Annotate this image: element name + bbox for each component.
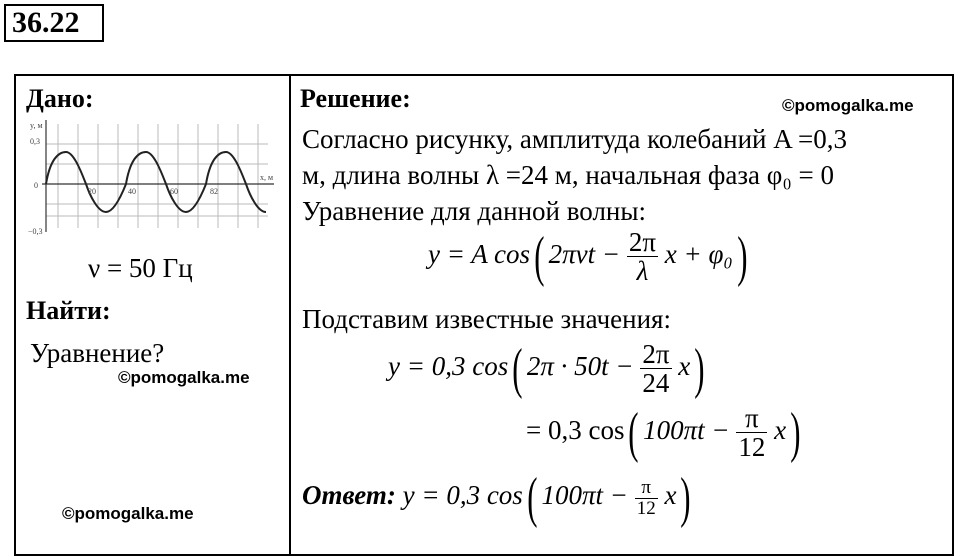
- eq2-left: y = 0,3 cos: [388, 351, 509, 382]
- eq2-tail: x: [678, 351, 691, 382]
- eq2-inner: 2π · 50t −: [526, 351, 634, 382]
- eq3-inner: 100πt −: [643, 415, 730, 446]
- eq2-den: 24: [642, 368, 670, 399]
- watermark: ©pomogalka.me: [62, 504, 194, 523]
- eq3-num: π: [736, 404, 767, 433]
- wave-curve: [46, 152, 266, 212]
- watermark: ©pomogalka.me: [118, 368, 250, 387]
- find-value: Уравнение?: [30, 338, 165, 368]
- eq1-inner: 2πνt −: [548, 239, 621, 270]
- answer-inner: 100πt −: [541, 480, 628, 511]
- graph-y-tick: −0,3: [28, 227, 43, 236]
- solution-line-1: Согласно рисунку, амплитуда колебаний A =0,3: [302, 124, 847, 154]
- eq2-num: 2π: [642, 339, 670, 369]
- problem-number: 36.22: [4, 4, 104, 42]
- eq3-left: = 0,3 cos: [526, 415, 625, 446]
- eq3-den: 12: [738, 432, 766, 463]
- solution-line-2: м, длина волны λ =24 м, начальная фаза φ₀ = 0: [302, 160, 834, 190]
- answer-den: 12: [636, 497, 656, 519]
- answer-line: Ответ: y = 0,3 cos( 100πt − $\frac{\pi}{12}$ x): [302, 467, 691, 529]
- graph-x-tick: 82: [210, 187, 218, 196]
- given-heading: Дано:: [26, 84, 94, 113]
- given-frequency: ν = 50 Гц: [88, 253, 193, 283]
- answer-tail: x: [664, 480, 677, 511]
- solution-heading: Решение:: [300, 84, 411, 113]
- answer-left: y = 0,3 cos: [402, 480, 523, 511]
- graph-x-tick: 40: [128, 187, 136, 196]
- eq1-tail: x + φ₀: [664, 239, 733, 270]
- graph-x-tick: 60: [170, 187, 178, 196]
- column-divider: [289, 74, 291, 556]
- solution-line-4: Подставим известные значения:: [302, 304, 671, 334]
- graph-x-label: x, м: [260, 173, 274, 182]
- eq3-tail: x: [774, 415, 787, 446]
- graph-y-tick: 0,3: [30, 137, 40, 146]
- eq1-den: λ: [636, 256, 649, 287]
- find-heading: Найти:: [26, 296, 111, 325]
- wave-equation-simplified: = 0,3 cos( 100πt − $\frac{\pi}{12}$ x): [526, 401, 801, 464]
- eq1-num: 2π: [628, 227, 656, 257]
- solution-line-3: Уравнение для данной волны:: [302, 196, 647, 226]
- answer-label: Ответ:: [302, 480, 396, 511]
- graph-y-tick: 0: [34, 181, 38, 190]
- answer-num: π: [635, 478, 658, 499]
- graph-x-tick: 20: [88, 187, 96, 196]
- wave-equation-general: y = A cos( 2πνt − $\frac{2\pi}{\lambda}$ x + φ₀): [428, 225, 748, 288]
- graph-y-label: y, м: [30, 121, 43, 130]
- wave-graph: [28, 116, 278, 238]
- wave-equation-substituted: y = 0,3 cos( 2π · 50t − $\frac{2\pi}{24}$ x): [388, 337, 705, 400]
- watermark: ©pomogalka.me: [782, 96, 914, 115]
- eq1-left: y = A cos: [428, 239, 530, 270]
